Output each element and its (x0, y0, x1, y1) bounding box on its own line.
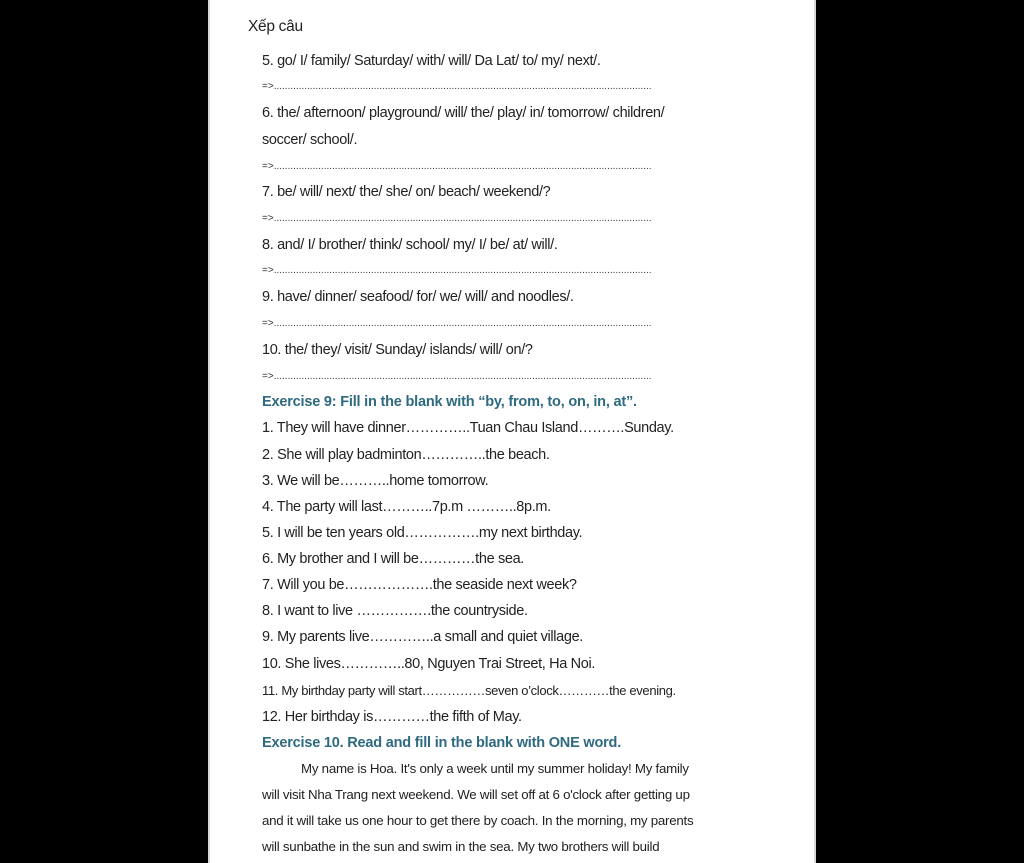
exercise-10-heading: Exercise 10. Read and fill in the blank with ONE word. (262, 735, 622, 751)
page-edge-right (814, 0, 816, 863)
passage-line: will visit Nha Trang next weekend. We will set off at 6 o'clock after getting up (262, 787, 690, 802)
reorder-item-8: 8. and/ I/ brother/ think/ school/ my/ I/ be/ at/ will/. (262, 237, 558, 253)
answer-prefix: => (262, 161, 274, 172)
answer-line-5 (262, 78, 652, 96)
exercise-9-item: 7. Will you be……………….the seaside next week? (262, 577, 577, 593)
passage-line: will sunbathe in the sun and swim in the sea. My two brothers will build (262, 839, 660, 854)
answer-dots: ........................................................................................................................................ (273, 213, 652, 224)
exercise-9-item: 4. The party will last………..7p.m ………..8p.m. (262, 499, 551, 515)
exercise-9-item: 9. My parents live…………..a small and quiet village. (262, 629, 583, 645)
answer-line-9 (262, 315, 652, 333)
exercise-9-item: 12. Her birthday is…………the fifth of May. (262, 709, 522, 725)
reorder-item-9: 9. have/ dinner/ seafood/ for/ we/ will/ and noodles/. (262, 289, 574, 305)
answer-line-6 (262, 158, 652, 176)
answer-prefix: => (262, 81, 274, 92)
exercise-9-item: 8. I want to live …………….the countryside. (262, 603, 528, 619)
reorder-item-6-cont: soccer/ school/. (262, 132, 358, 148)
answer-line-8 (262, 262, 652, 280)
answer-prefix: => (262, 265, 274, 276)
answer-dots: ........................................................................................................................................ (273, 371, 652, 382)
exercise-9-item: 2. She will play badminton…………..the beach. (262, 447, 550, 463)
answer-dots: ........................................................................................................................................ (273, 161, 652, 172)
answer-line-7 (262, 210, 652, 228)
section-title: Xếp câu (248, 18, 303, 35)
answer-prefix: => (262, 213, 274, 224)
answer-prefix: => (262, 371, 274, 382)
reorder-item-7: 7. be/ will/ next/ the/ she/ on/ beach/ weekend/? (262, 184, 551, 200)
exercise-9-item: 3. We will be………..home tomorrow. (262, 473, 489, 489)
answer-dots: ........................................................................................................................................ (273, 265, 652, 276)
exercise-9-item: 5. I will be ten years old…………….my next birthday. (262, 525, 583, 541)
reorder-item-6: 6. the/ afternoon/ playground/ will/ the/ play/ in/ tomorrow/ children/ (262, 105, 665, 121)
passage-line: and it will take us one hour to get there by coach. In the morning, my parents (262, 813, 694, 828)
exercise-9-item: 10. She lives…………..80, Nguyen Trai Street, Ha Noi. (262, 656, 596, 672)
answer-prefix: => (262, 318, 274, 329)
exercise-9-item: 6. My brother and I will be…………the sea. (262, 551, 524, 567)
exercise-9-item: 1. They will have dinner…………..Tuan Chau Island……….Sunday. (262, 420, 674, 436)
answer-dots: ........................................................................................................................................ (273, 81, 652, 92)
answer-line-10 (262, 368, 652, 386)
exercise-9-heading: Exercise 9: Fill in the blank with “by, from, to, on, in, at”. (262, 394, 637, 410)
passage-line: My name is Hoa. It's only a week until my summer holiday! My family (301, 761, 689, 776)
reorder-item-10: 10. the/ they/ visit/ Sunday/ islands/ will/ on/? (262, 342, 533, 358)
answer-dots: ........................................................................................................................................ (273, 318, 652, 329)
exercise-9-item: 11. My birthday party will start……………seven o’clock…………the evening. (262, 683, 676, 698)
document-page (208, 0, 816, 863)
page-edge-left (208, 0, 210, 863)
reorder-item-5: 5. go/ I/ family/ Saturday/ with/ will/ Da Lat/ to/ my/ next/. (262, 53, 601, 69)
